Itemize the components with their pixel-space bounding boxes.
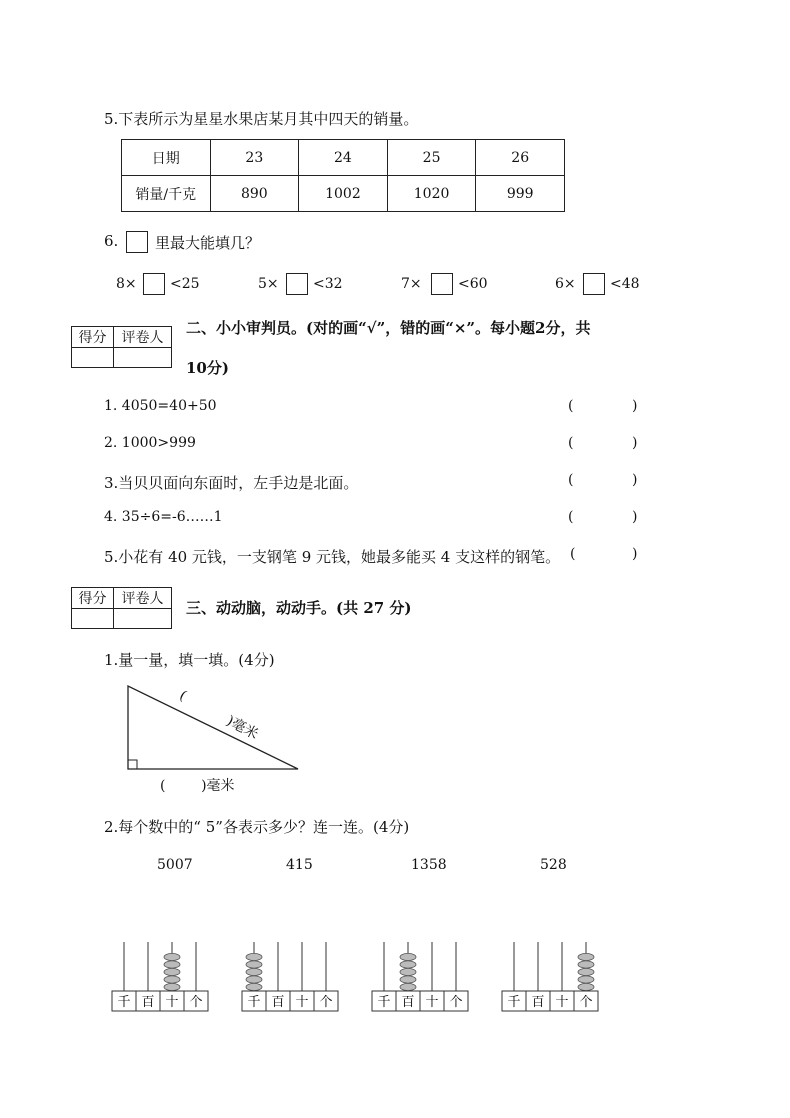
abacus-drawing [371,940,469,1015]
table-header-cell: 26 [476,140,565,176]
number-label: 5007 [157,857,193,873]
abacus-bead [164,968,180,975]
abacus-bead [578,983,594,990]
table-row [72,609,172,629]
right-angle-mark [128,760,137,769]
abacus-bead [246,961,262,968]
table-cell: 999 [476,176,565,212]
paren-open: ( [568,398,574,414]
judge-item: 1. 4050=40+50 [104,398,217,414]
answer-box[interactable] [583,273,605,295]
table-row [72,348,172,368]
reviewer-cell[interactable] [114,609,172,629]
abacus-place-label: 十 [555,995,569,1010]
q5-text: 5.下表所示为星星水果店某月其中四天的销量。 [104,110,419,128]
answer-box[interactable] [286,273,308,295]
abacus-place-label: 百 [401,995,415,1010]
abacus [241,940,339,1015]
judge-item: 5.小花有 40 元钱，一支钢笔 9 元钱，她最多能买 4 支这样的钢笔。 [104,548,561,566]
abacus [501,940,599,1015]
s3-q1-text: 1.量一量，填一填。(4分) [104,651,275,669]
abacus-place-label: 千 [377,995,391,1010]
judge-item: 4. 35÷6=-6……1 [104,509,223,525]
answer-box[interactable] [126,231,148,253]
table-header-cell: 25 [387,140,476,176]
q6-item-right: <48 [610,276,640,292]
answer-box[interactable] [143,273,165,295]
score-box [71,326,172,368]
abacus-place-label: 个 [189,995,203,1010]
table-header-cell: 24 [299,140,388,176]
triangle-shape [128,686,298,769]
abacus-place-label: 个 [319,995,333,1010]
abacus-bead [578,953,594,960]
q6-item-right: <60 [458,276,488,292]
table-row [122,140,565,176]
score-cell[interactable] [72,609,114,629]
abacus-place-label: 千 [117,995,131,1010]
score-label: 得分 [72,588,114,609]
table-header-cell: 23 [210,140,299,176]
abacus [371,940,469,1015]
reviewer-label: 评卷人 [114,327,172,348]
paren-close: ) [632,472,638,488]
q6-number: 6. [104,232,119,250]
abacus-place-label: 十 [165,995,179,1010]
hypotenuse-paren-open: ( [176,687,189,705]
abacus-bead [246,953,262,960]
reviewer-cell[interactable] [114,348,172,368]
abacus-bead [400,953,416,960]
paren-close: ) [632,398,638,414]
q6-text: 里最大能填几？ [155,234,261,252]
q6-item-right: <32 [313,276,343,292]
table-row [122,176,565,212]
abacus-place-label: 千 [507,995,521,1010]
abacus-bead [400,976,416,983]
base-label: ( )毫米 [160,778,235,794]
paren-close: ) [632,509,638,525]
section2-title-cont: 10分) [186,359,229,377]
table-row [72,327,172,348]
abacus-bead [578,961,594,968]
table-cell: 1020 [387,176,476,212]
table-header-cell: 日期 [122,140,211,176]
abacus-bead [246,976,262,983]
abacus-place-label: 十 [295,995,309,1010]
abacus-bead [164,976,180,983]
q6-item-left: 8× [116,276,137,292]
number-label: 528 [540,857,567,873]
answer-box[interactable] [431,273,453,295]
abacus-bead [400,983,416,990]
table-cell: 890 [210,176,299,212]
abacus-place-label: 千 [247,995,261,1010]
paren-open: ( [568,435,574,451]
number-label: 415 [286,857,313,873]
q6-item-left: 7× [401,276,422,292]
abacus-bead [164,961,180,968]
abacus-bead [164,983,180,990]
reviewer-label: 评卷人 [114,588,172,609]
number-label: 1358 [411,857,447,873]
abacus-bead [578,976,594,983]
paren-open: ( [568,509,574,525]
q6-item-right: <25 [170,276,200,292]
q6-item-left: 5× [258,276,279,292]
abacus-bead [164,953,180,960]
abacus-bead [246,983,262,990]
paren-close: ) [632,435,638,451]
section2-title: 二、小小审判员。(对的画“√”，错的画“×”。每小题2分，共 [186,319,591,337]
abacus-place-label: 百 [141,995,155,1010]
q6-item-left: 6× [555,276,576,292]
table-cell: 1002 [299,176,388,212]
score-label: 得分 [72,327,114,348]
abacus-place-label: 个 [579,995,593,1010]
abacus-place-label: 个 [449,995,463,1010]
abacus-bead [578,968,594,975]
paren-open: ( [568,472,574,488]
score-cell[interactable] [72,348,114,368]
judge-item: 2. 1000>999 [104,435,196,451]
abacus-drawing [241,940,339,1015]
section3-title: 三、动动脑，动动手。(共 27 分) [186,599,412,617]
abacus-place-label: 十 [425,995,439,1010]
s3-q2-text: 2.每个数中的“ 5”各表示多少？连一连。(4分) [104,818,410,836]
abacus-drawing [111,940,209,1015]
abacus-bead [400,968,416,975]
right-triangle-figure [120,680,310,780]
paren-open: ( [570,546,576,562]
table-cell: 销量/千克 [122,176,211,212]
abacus-place-label: 百 [531,995,545,1010]
abacus [111,940,209,1015]
judge-item: 3.当贝贝面向东面时，左手边是北面。 [104,474,359,492]
paren-close: ) [632,546,638,562]
abacus-bead [400,961,416,968]
hypotenuse-label: )毫米 [223,712,261,743]
score-box [71,587,172,629]
abacus-bead [246,968,262,975]
table-row [72,588,172,609]
sales-table [121,139,565,212]
abacus-place-label: 百 [271,995,285,1010]
abacus-drawing [501,940,599,1015]
